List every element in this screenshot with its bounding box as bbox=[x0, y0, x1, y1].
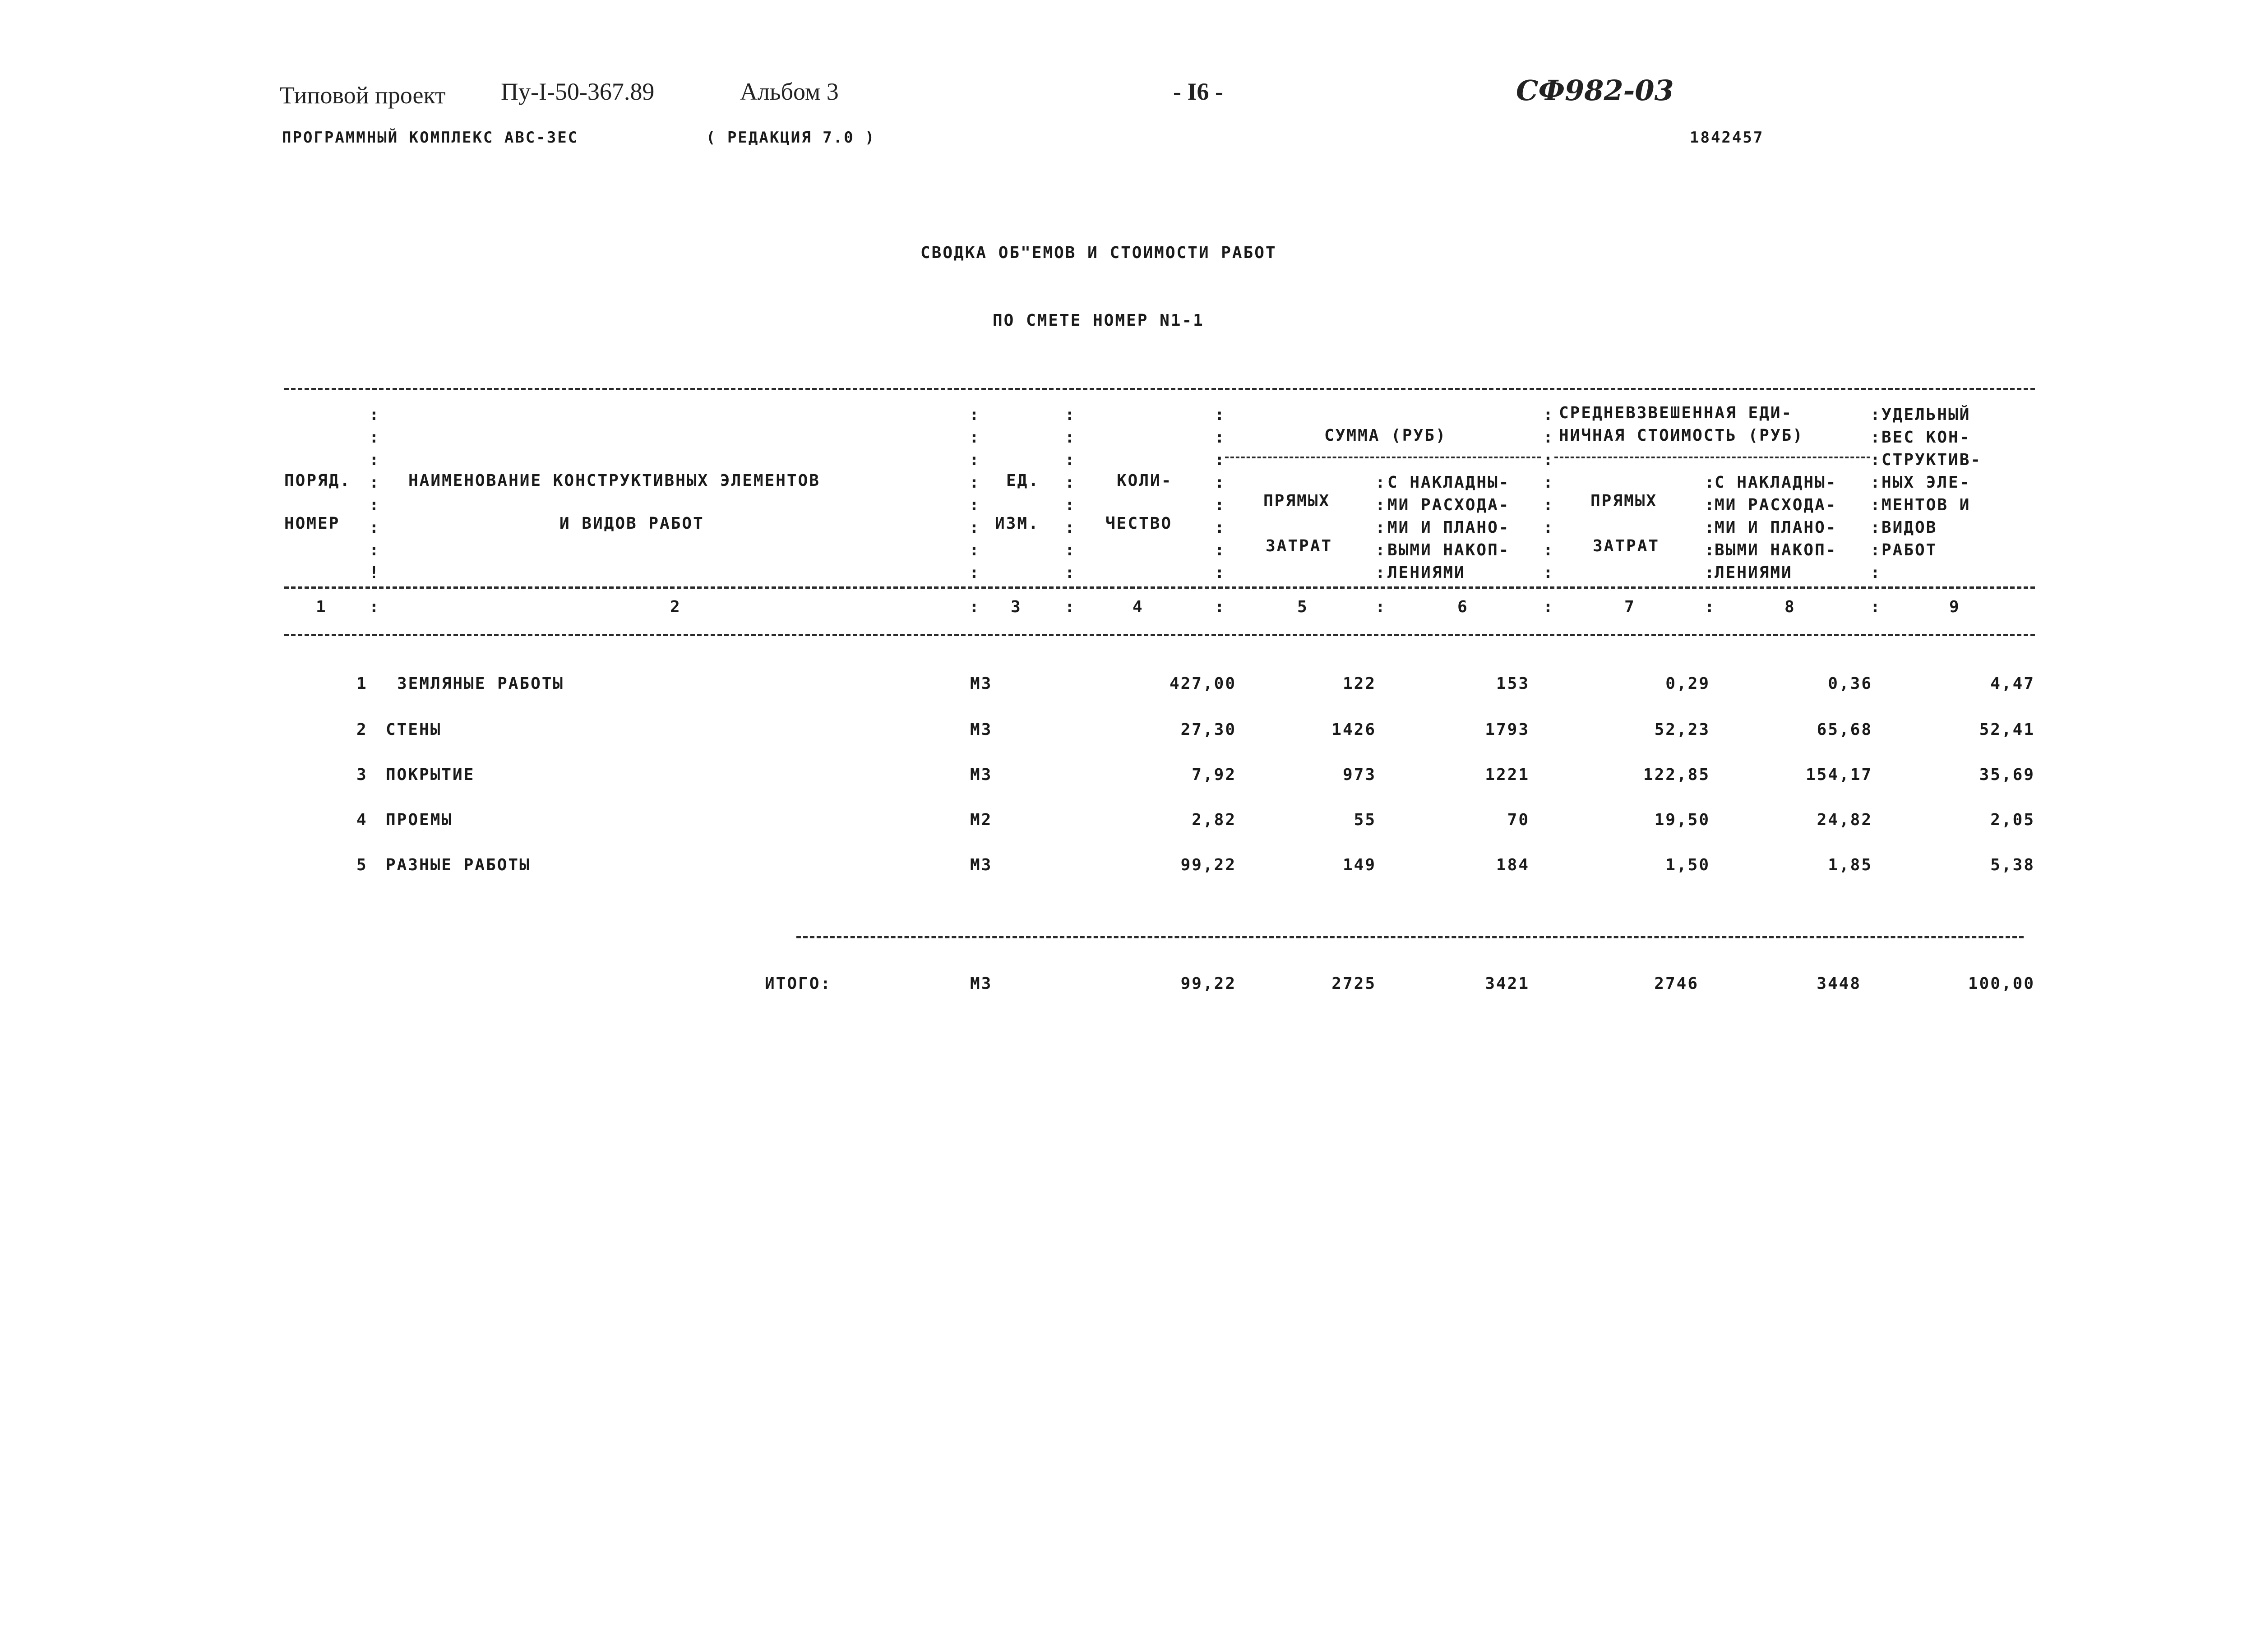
row-name: СТЕНЫ bbox=[386, 720, 442, 739]
header-direct-2: ЗАТРАТ bbox=[1266, 537, 1333, 555]
row-number: 4 bbox=[356, 811, 368, 829]
col-separator: : : : : : : : : bbox=[1870, 406, 1880, 582]
row-name: ПРОЕМЫ bbox=[386, 811, 453, 829]
album-label: Альбом 3 bbox=[740, 78, 839, 105]
row-overhead: 153 bbox=[1496, 674, 1530, 693]
header-direct-1: ПРЯМЫХ bbox=[1263, 492, 1331, 510]
header-avg-direct-2: ЗАТРАТ bbox=[1593, 537, 1660, 555]
header-avg-overhead: С НАКЛАДНЫ- МИ РАСХОДА- МИ И ПЛАНО- ВЫМИ НАКОП- ЛЕНИЯМИ bbox=[1715, 473, 1837, 582]
row-unit: М3 bbox=[970, 720, 993, 739]
header-name-2: И ВИДОВ РАБОТ bbox=[559, 514, 704, 533]
row-unit: М3 bbox=[970, 766, 993, 784]
header-avg-direct-1: ПРЯМЫХ bbox=[1590, 492, 1658, 510]
row-qty: 2,82 bbox=[1192, 811, 1236, 829]
header-name-1: НАИМЕНОВАНИЕ КОНСТРУКТИВНЫХ ЭЛЕМЕНТОВ bbox=[408, 471, 820, 490]
row-qty: 7,92 bbox=[1192, 766, 1236, 784]
page-subtitle: ПО СМЕТЕ НОМЕР N1-1 bbox=[993, 311, 1204, 330]
software-label: ПРОГРАММНЫЙ КОМПЛЕКС АВС-3ЕС bbox=[282, 129, 579, 147]
col-separator: : : : : : : : : bbox=[1215, 406, 1225, 582]
row-weight: 4,47 bbox=[1990, 674, 2035, 693]
col-separator: : : : : : : : ! bbox=[369, 406, 379, 582]
total-overhead: 3421 bbox=[1485, 974, 1530, 993]
header-overhead: С НАКЛАДНЫ- МИ РАСХОДА- МИ И ПЛАНО- ВЫМИ НАКОП- ЛЕНИЯМИ bbox=[1387, 473, 1510, 582]
column-separator: : bbox=[1065, 598, 1076, 616]
total-avg-overhead: 3448 bbox=[1817, 974, 1861, 993]
row-number: 3 bbox=[356, 766, 368, 784]
row-name: ЗЕМЛЯНЫЕ РАБОТЫ bbox=[397, 674, 564, 693]
document-number: 1842457 bbox=[1690, 129, 1764, 147]
row-unit: М3 bbox=[970, 856, 993, 874]
table-top-rule bbox=[284, 388, 2035, 390]
row-direct: 149 bbox=[1342, 856, 1376, 874]
page-number: - I6 - bbox=[1173, 78, 1223, 105]
row-number: 1 bbox=[356, 674, 368, 693]
total-avg-direct: 2746 bbox=[1654, 974, 1699, 993]
column-number: 9 bbox=[1949, 598, 1960, 616]
row-direct: 1426 bbox=[1331, 720, 1376, 739]
col-separator: : : : : : : : : bbox=[969, 406, 979, 582]
row-avg-direct: 122,85 bbox=[1643, 766, 1710, 784]
row-unit: М2 bbox=[970, 811, 993, 829]
total-unit: М3 bbox=[970, 974, 993, 993]
col-separator: : : : : : bbox=[1375, 473, 1385, 582]
row-direct: 122 bbox=[1342, 674, 1376, 693]
header-order-1: ПОРЯД. bbox=[284, 471, 351, 490]
row-avg-overhead: 154,17 bbox=[1805, 766, 1872, 784]
row-direct: 55 bbox=[1354, 811, 1376, 829]
row-name: РАЗНЫЕ РАБОТЫ bbox=[386, 856, 531, 874]
row-avg-direct: 0,29 bbox=[1665, 674, 1710, 693]
row-qty: 427,00 bbox=[1169, 674, 1236, 693]
row-weight: 35,69 bbox=[1979, 766, 2035, 784]
row-overhead: 70 bbox=[1507, 811, 1530, 829]
row-direct: 973 bbox=[1342, 766, 1376, 784]
header-qty-2: ЧЕСТВО bbox=[1105, 514, 1173, 533]
header-order-2: НОМЕР bbox=[284, 514, 340, 533]
header-qty-1: КОЛИ- bbox=[1117, 471, 1173, 490]
column-separator: : bbox=[1705, 598, 1716, 616]
row-avg-overhead: 65,68 bbox=[1817, 720, 1872, 739]
row-number: 5 bbox=[356, 856, 368, 874]
project-label: Типовой проект bbox=[280, 82, 446, 109]
column-number: 2 bbox=[670, 598, 681, 616]
avg-group-rule bbox=[1554, 457, 1870, 458]
header-unit-1: ЕД. bbox=[1006, 471, 1040, 490]
row-overhead: 1793 bbox=[1485, 720, 1530, 739]
row-qty: 99,22 bbox=[1180, 856, 1236, 874]
header-unit-2: ИЗМ. bbox=[995, 514, 1040, 533]
column-number: 7 bbox=[1624, 598, 1636, 616]
total-direct: 2725 bbox=[1331, 974, 1376, 993]
row-avg-overhead: 0,36 bbox=[1828, 674, 1872, 693]
column-number: 8 bbox=[1784, 598, 1796, 616]
row-avg-overhead: 1,85 bbox=[1828, 856, 1872, 874]
total-weight: 100,00 bbox=[1968, 974, 2035, 993]
column-number: 4 bbox=[1133, 598, 1144, 616]
row-avg-direct: 19,50 bbox=[1654, 811, 1710, 829]
row-qty: 27,30 bbox=[1180, 720, 1236, 739]
edition-label: ( РЕДАКЦИЯ 7.0 ) bbox=[706, 129, 876, 147]
row-weight: 2,05 bbox=[1990, 811, 2035, 829]
row-weight: 5,38 bbox=[1990, 856, 2035, 874]
column-separator: : bbox=[369, 598, 380, 616]
column-number-rule bbox=[284, 634, 2035, 636]
total-label: ИТОГО: bbox=[765, 974, 832, 993]
col-separator: : : : : : : : : bbox=[1065, 406, 1075, 582]
header-bottom-rule bbox=[284, 586, 2035, 589]
row-avg-direct: 52,23 bbox=[1654, 720, 1710, 739]
row-overhead: 184 bbox=[1496, 856, 1530, 874]
col-separator: : : : : : bbox=[1705, 473, 1715, 582]
column-separator: : bbox=[1375, 598, 1387, 616]
column-number: 5 bbox=[1297, 598, 1308, 616]
header-weight: УДЕЛЬНЫЙ ВЕС КОН- СТРУКТИВ- НЫХ ЭЛЕ- МЕНТОВ И ВИДОВ РАБОТ bbox=[1882, 406, 1982, 559]
total-rule bbox=[796, 936, 2024, 938]
row-number: 2 bbox=[356, 720, 368, 739]
col-separator: : : : : : : : : bbox=[1543, 406, 1553, 582]
row-avg-direct: 1,50 bbox=[1665, 856, 1710, 874]
header-sum-group: СУММА (РУБ) bbox=[1324, 426, 1447, 445]
row-overhead: 1221 bbox=[1485, 766, 1530, 784]
document-code: СФ982-03 bbox=[1516, 74, 1674, 107]
column-separator: : bbox=[1870, 598, 1882, 616]
page-title: СВОДКА ОБ"ЕМОВ И СТОИМОСТИ РАБОТ bbox=[920, 244, 1277, 262]
row-weight: 52,41 bbox=[1979, 720, 2035, 739]
header-avg-group-2: НИЧНАЯ СТОИМОСТЬ (РУБ) bbox=[1559, 426, 1804, 445]
row-name: ПОКРЫТИЕ bbox=[386, 766, 475, 784]
row-avg-overhead: 24,82 bbox=[1817, 811, 1872, 829]
sum-group-rule bbox=[1225, 457, 1541, 458]
header-avg-group-1: СРЕДНЕВЗВЕШЕННАЯ ЕДИ- bbox=[1559, 404, 1793, 422]
column-number: 6 bbox=[1457, 598, 1469, 616]
column-number: 1 bbox=[316, 598, 327, 616]
column-separator: : bbox=[969, 598, 980, 616]
total-qty: 99,22 bbox=[1180, 974, 1236, 993]
column-separator: : bbox=[1543, 598, 1554, 616]
column-separator: : bbox=[1215, 598, 1226, 616]
column-number: 3 bbox=[1011, 598, 1022, 616]
row-unit: М3 bbox=[970, 674, 993, 693]
project-code: Пу-I-50-367.89 bbox=[501, 78, 655, 105]
